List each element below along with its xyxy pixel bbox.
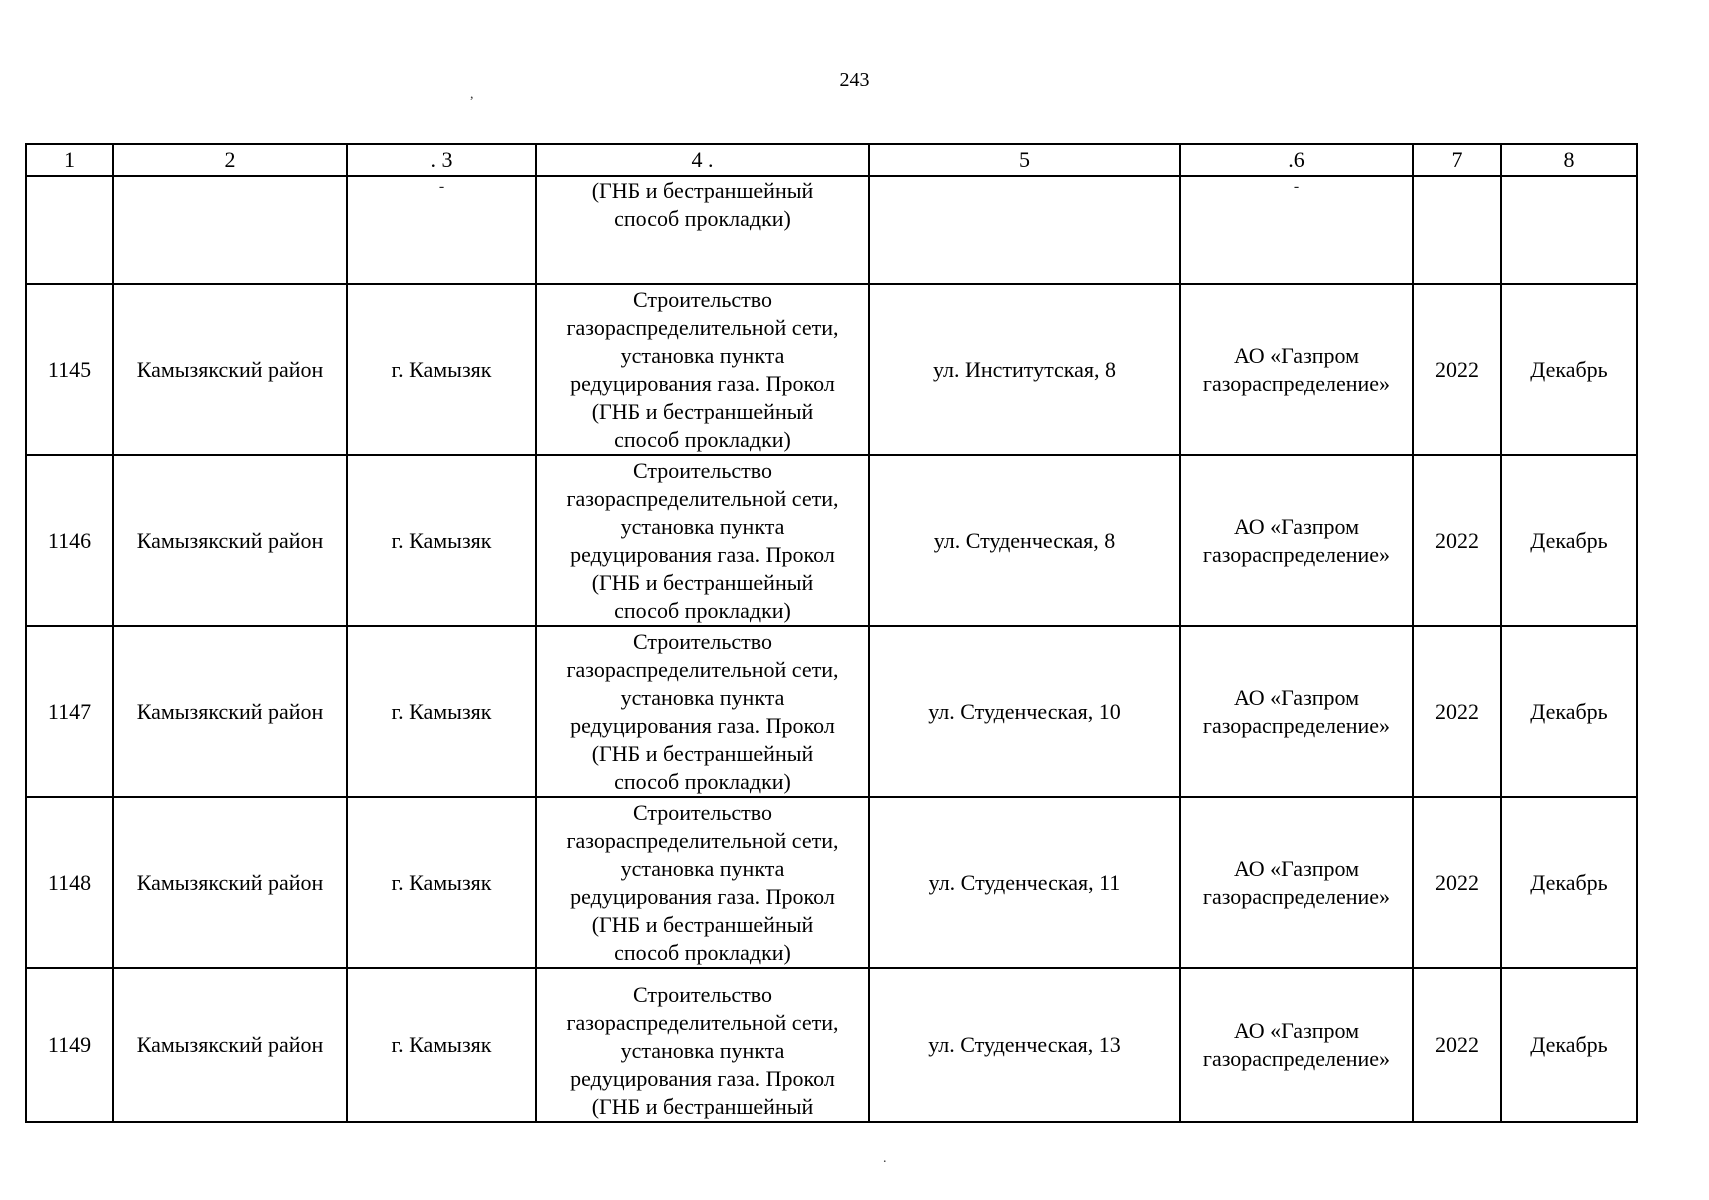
address-cell: ул. Студенческая, 13: [869, 968, 1180, 1122]
month-cell: Декабрь: [1501, 968, 1637, 1122]
cell-mark: -: [438, 178, 445, 195]
organization-cell: АО «Газпром газораспределение»: [1180, 968, 1413, 1122]
table-row: [26, 626, 1637, 797]
description-cell: [536, 176, 869, 284]
description-cell: [536, 455, 869, 626]
column-header: .6: [1180, 144, 1413, 176]
cell-mark: -: [1293, 178, 1300, 195]
continuation-row: [26, 176, 1637, 284]
district-cell: Камызякский район: [113, 797, 347, 968]
column-header: 4 .: [536, 144, 869, 176]
description-line: газораспределительной сети,: [566, 485, 839, 511]
description-line: установка пункта: [620, 513, 785, 539]
district-cell: Камызякский район: [113, 455, 347, 626]
district-cell: Камызякский район: [113, 968, 347, 1122]
description-line: (ГНБ и бестраншейный: [591, 178, 814, 203]
table-cell: [1413, 176, 1501, 284]
table-cell: [113, 176, 347, 284]
header-row: [26, 144, 1637, 176]
column-header: 2: [113, 144, 347, 176]
description-line: Строительство: [632, 628, 773, 654]
description-line: установка пункта: [620, 1038, 785, 1063]
description-line: способ прокладки): [614, 768, 791, 794]
page-number: 243: [839, 69, 870, 91]
description-line: Строительство: [632, 799, 773, 825]
scan-speck: ,: [470, 87, 474, 102]
description-line: способ прокладки): [614, 597, 791, 623]
description-line: Строительство: [632, 982, 773, 1007]
row-number: 1145: [26, 284, 113, 455]
row-number: 1148: [26, 797, 113, 968]
address-cell: ул. Студенческая, 8: [869, 455, 1180, 626]
year-cell: 2022: [1413, 968, 1501, 1122]
table-row: [26, 797, 1637, 968]
column-header: 7: [1413, 144, 1501, 176]
description-line: газораспределительной сети,: [566, 656, 839, 682]
address-cell: ул. Институтская, 8: [869, 284, 1180, 455]
table-cell: [347, 176, 536, 284]
table-row: [26, 968, 1637, 1122]
year-cell: 2022: [1413, 455, 1501, 626]
month-cell: Декабрь: [1501, 626, 1637, 797]
description-cell: [536, 626, 869, 797]
row-number: 1149: [26, 968, 113, 1122]
settlement-cell: г. Камызяк: [347, 455, 536, 626]
description-line: способ прокладки): [614, 206, 791, 231]
description-line: (ГНБ и бестраншейный: [591, 398, 814, 424]
year-cell: 2022: [1413, 284, 1501, 455]
description-line: редуцирования газа. Прокол: [570, 1066, 835, 1091]
table-row: [26, 455, 1637, 626]
month-cell: Декабрь: [1501, 284, 1637, 455]
year-cell: 2022: [1413, 626, 1501, 797]
district-cell: Камызякский район: [113, 284, 347, 455]
description-line: газораспределительной сети,: [566, 314, 839, 340]
description-line: (ГНБ и бестраншейный: [591, 740, 814, 766]
description-line: способ прокладки): [614, 939, 791, 965]
settlement-cell: г. Камызяк: [347, 284, 536, 455]
settlement-cell: г. Камызяк: [347, 968, 536, 1122]
table-cell: [1501, 176, 1637, 284]
column-header: 1: [26, 144, 113, 176]
description-cell: [536, 284, 869, 455]
description-line: Строительство: [632, 457, 773, 483]
description-line: редуцирования газа. Прокол: [570, 541, 835, 567]
description-cell: [536, 968, 869, 1122]
organization-cell: АО «Газпром газораспределение»: [1180, 284, 1413, 455]
year-cell: 2022: [1413, 797, 1501, 968]
schedule-table: [25, 143, 1638, 1123]
row-number: 1147: [26, 626, 113, 797]
address-cell: ул. Студенческая, 11: [869, 797, 1180, 968]
description-line: установка пункта: [620, 855, 785, 881]
description-line: установка пункта: [620, 684, 785, 710]
settlement-cell: г. Камызяк: [347, 626, 536, 797]
column-header: 5: [869, 144, 1180, 176]
description-line: (ГНБ и бестраншейный: [591, 1094, 814, 1119]
description-line: (ГНБ и бестраншейный: [591, 569, 814, 595]
description-line: газораспределительной сети,: [566, 1010, 839, 1035]
description-line: газораспределительной сети,: [566, 827, 839, 853]
description-line: способ прокладки): [614, 426, 791, 452]
row-number: 1146: [26, 455, 113, 626]
column-header: . 3: [347, 144, 536, 176]
description-cell: [536, 797, 869, 968]
district-cell: Камызякский район: [113, 626, 347, 797]
organization-cell: АО «Газпром газораспределение»: [1180, 626, 1413, 797]
table-row: [26, 284, 1637, 455]
table-cell: [26, 176, 113, 284]
settlement-cell: г. Камызяк: [347, 797, 536, 968]
organization-cell: АО «Газпром газораспределение»: [1180, 455, 1413, 626]
description-line: редуцирования газа. Прокол: [570, 883, 835, 909]
description-line: (ГНБ и бестраншейный: [591, 911, 814, 937]
column-header: 8: [1501, 144, 1637, 176]
month-cell: Декабрь: [1501, 797, 1637, 968]
description-line: Строительство: [632, 286, 773, 312]
description-line: редуцирования газа. Прокол: [570, 712, 835, 738]
table-cell: [1180, 176, 1413, 284]
table-cell: [869, 176, 1180, 284]
month-cell: Декабрь: [1501, 455, 1637, 626]
address-cell: ул. Студенческая, 10: [869, 626, 1180, 797]
description-line: установка пункта: [620, 342, 785, 368]
organization-cell: АО «Газпром газораспределение»: [1180, 797, 1413, 968]
description-line: редуцирования газа. Прокол: [570, 370, 835, 396]
scan-speck: .: [883, 1151, 887, 1166]
